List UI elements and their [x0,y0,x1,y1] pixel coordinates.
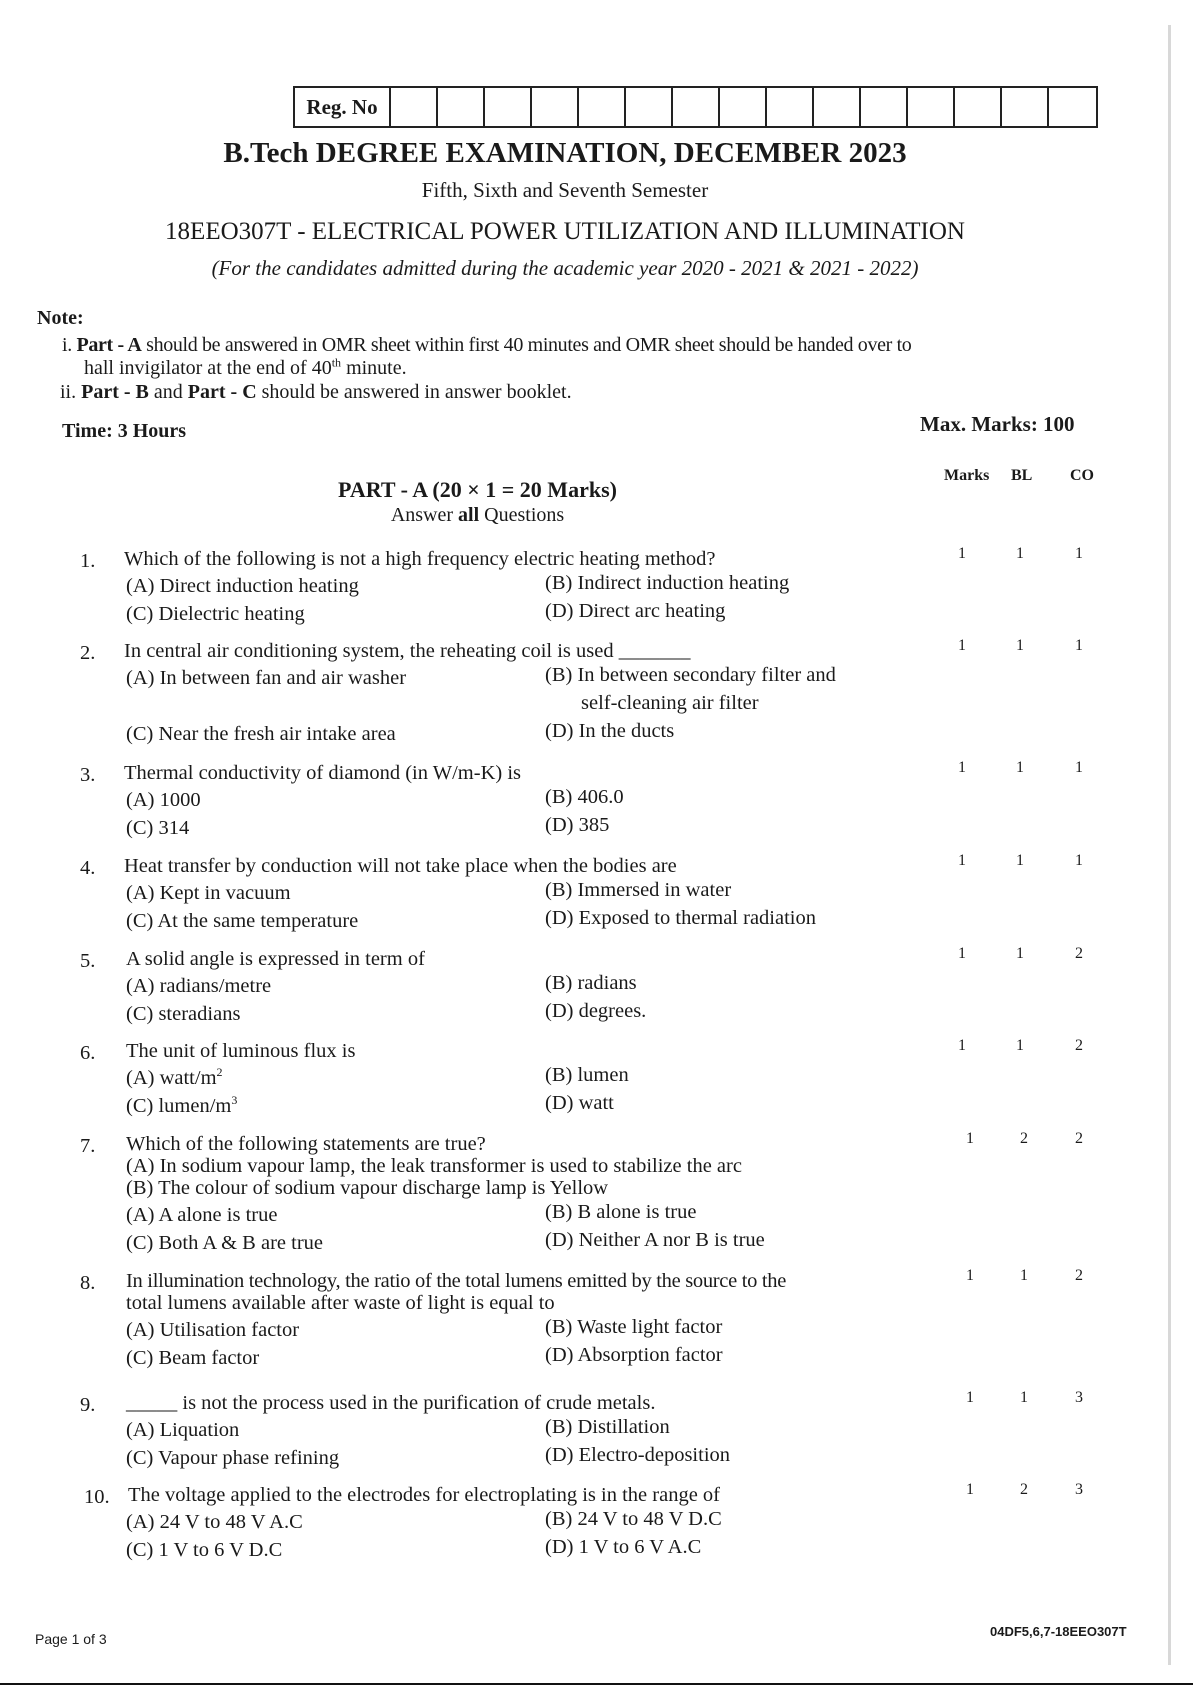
reg-no-label: Reg. No [295,88,391,126]
option-a [126,1419,239,1441]
question-item [0,759,1193,839]
option-a-text: (A) radians/metre [126,975,272,997]
option-d: (D) 385 [545,814,610,836]
question-stem: The voltage applied to the electrodes for electroplating is in the range of [128,1484,720,1506]
option-d: (D) watt [545,1092,614,1114]
option-a-text: (A) Liquation [126,1419,240,1441]
co-value: 3 [1075,1389,1083,1406]
option-c-text: (C) 314 [126,817,190,839]
option-c-text: (C) Near the fresh air intake area [126,723,396,745]
reg-digit-box[interactable] [720,88,767,126]
option-c [126,817,189,839]
option-c [126,723,396,745]
co-value: 2 [1075,1037,1083,1054]
option-c [126,1447,339,1469]
option-d: (D) 1 V to 6 V A.C [545,1536,702,1558]
option-b: (B) 406.0 [545,786,624,808]
option-a-text: (A) In between fan and air washer [126,667,407,689]
exam-title: B.Tech DEGREE EXAMINATION, DECEMBER 2023 [223,137,907,169]
option-c-text: (C) 1 V to 6 V D.C [126,1539,283,1561]
reg-digit-box[interactable] [485,88,532,126]
registration-number-box [293,86,1098,128]
bl-value: 1 [1016,945,1024,962]
note-item-1-line2 [84,357,407,379]
note-2-prefix: ii. [60,381,82,403]
co-value: 1 [1075,545,1083,562]
option-a [126,667,406,689]
option-c-text: (C) Both A & B are true [126,1232,324,1254]
question-number: 5. [80,950,96,972]
question-number: 9. [80,1394,96,1416]
note-1-line2-sup: th [331,355,342,370]
co-value: 3 [1075,1481,1083,1498]
option-b: (B) 24 V to 48 V D.C [545,1508,722,1530]
option-a [126,1204,277,1226]
option-a-text: (A) A alone is true [126,1204,278,1226]
question-item [0,1267,1193,1369]
marks-value: 1 [958,945,966,962]
option-b: (B) lumen [545,1064,629,1086]
question-item [0,945,1193,1025]
part-a-instruction [0,504,955,527]
co-value: 1 [1075,637,1083,654]
marks-value: 1 [958,759,966,776]
marks-value: 1 [958,545,966,562]
bl-value: 1 [1016,545,1024,562]
option-a-text: (A) 1000 [126,789,201,811]
reg-digit-box[interactable] [861,88,908,126]
co-value: 1 [1075,759,1083,776]
option-a-sup: 2 [216,1065,223,1080]
option-a-text: (A) Kept in vacuum [126,882,291,904]
option-d: (D) Neither A nor B is true [545,1229,765,1251]
column-header-marks: Marks [944,467,990,484]
note-2-part-b: Part - B [81,381,149,403]
option-a [126,575,359,597]
reg-digit-box[interactable] [1002,88,1049,126]
question-number: 7. [80,1135,96,1157]
bl-value: 1 [1020,1389,1028,1406]
option-a [126,789,201,811]
question-number: 1. [80,550,96,572]
reg-digit-box[interactable] [673,88,720,126]
marks-value: 1 [966,1130,974,1147]
question-stem: total lumens available after waste of light is equal to [126,1292,555,1314]
co-value: 2 [1075,1130,1083,1147]
column-header-bl: BL [1011,467,1033,484]
option-c [126,1539,282,1561]
option-c [126,1232,323,1254]
note-item-2 [60,381,572,403]
question-number: 4. [80,857,96,879]
co-value: 2 [1075,945,1083,962]
option-b: (B) Distillation [545,1416,670,1438]
bl-value: 1 [1020,1267,1028,1284]
page-number: Page 1 of 3 [35,1631,107,1647]
option-c-text: (C) steradians [126,1003,241,1025]
question-item [0,545,1193,625]
option-b: (B) Immersed in water [545,879,732,901]
question-item [0,1037,1193,1117]
question-stem: Thermal conductivity of diamond (in W/m-K) is [124,762,522,784]
question-stem: The unit of luminous flux is [126,1040,356,1062]
marks-value: 1 [966,1481,974,1498]
bl-value: 1 [1016,1037,1024,1054]
time-duration: Time: 3 Hours [62,420,187,442]
question-number: 3. [80,764,96,786]
option-c-text: (C) At the same temperature [126,910,359,932]
question-item [0,1130,1193,1254]
option-a [126,882,291,904]
bl-value: 2 [1020,1481,1028,1498]
question-item [0,852,1193,932]
option-c [126,603,305,625]
option-b: (B) radians [545,972,637,994]
option-a [126,1319,299,1341]
question-stem: Which of the following is not a high frequency electric heating method? [124,548,716,570]
option-c-text: (C) Vapour phase refining [126,1447,340,1469]
note-1-text: should be answered in OMR sheet within first 40 minutes and OMR sheet should be handed over to [141,334,912,356]
option-a-text: (A) Utilisation factor [126,1319,300,1341]
question-number: 2. [80,642,96,664]
reg-digit-box[interactable] [438,88,485,126]
admitted-years: (For the candidates admitted during the academic year 2020 - 2021 & 2021 - 2022) [211,256,919,280]
column-header-co: CO [1070,467,1094,484]
question-stem: Which of the following statements are true? [126,1133,486,1155]
option-a [126,1067,223,1089]
option-d: (D) In the ducts [545,720,675,742]
reg-digit-box[interactable] [532,88,579,126]
option-c [126,910,358,932]
marks-value: 1 [966,1389,974,1406]
semester-line: Fifth, Sixth and Seventh Semester [421,178,709,202]
option-a-text: (A) 24 V to 48 V A.C [126,1511,303,1533]
option-b-continued: self-cleaning air filter [581,692,759,714]
note-1-line2-pre: hall invigilator at the end of 40 [84,357,332,379]
co-value: 1 [1075,852,1083,869]
bl-value: 1 [1016,637,1024,654]
reg-digit-box[interactable] [1049,88,1096,126]
option-d: (D) Exposed to thermal radiation [545,907,816,929]
option-c-text: (C) lumen/m [126,1095,232,1117]
course-title: 18EEO307T - ELECTRICAL POWER UTILIZATION AND ILLUMINATION [165,218,965,245]
option-a-text: (A) Direct induction heating [126,575,359,597]
option-d: (D) Electro-deposition [545,1444,731,1466]
reg-digit-box[interactable] [955,88,1002,126]
option-b: (B) B alone is true [545,1201,697,1223]
marks-value: 1 [958,1037,966,1054]
option-c-text: (C) Dielectric heating [126,603,305,625]
note-2-part-c: Part - C [187,381,257,403]
question-stem: (A) In sodium vapour lamp, the leak transformer is used to stabilize the arc [126,1155,742,1177]
question-stem: A solid angle is expressed in term of [126,948,425,970]
option-c-sup: 3 [231,1093,238,1108]
option-d: (D) degrees. [545,1000,647,1022]
reg-digit-box[interactable] [908,88,955,126]
note-1-prefix: i. [62,334,77,356]
note-heading: Note: [37,307,84,329]
reg-digit-box[interactable] [579,88,626,126]
marks-value: 1 [958,637,966,654]
question-number: 6. [80,1042,96,1064]
reg-digit-box[interactable] [391,88,438,126]
instr-post: Questions [479,504,565,526]
paper-code: 04DF5,6,7-18EEO307T [990,1624,1127,1639]
part-a-heading: PART - A (20 × 1 = 20 Marks) [338,477,617,502]
question-number: 8. [80,1272,96,1294]
note-2-mid: and [148,381,188,403]
note-1-part: Part - A [76,334,142,356]
reg-digit-row [391,88,1096,126]
option-b: (B) Indirect induction heating [545,572,790,594]
note-2-text: should be answered in answer booklet. [256,381,572,403]
option-b: (B) In between secondary filter and [545,664,836,686]
instr-pre: Answer [390,504,459,526]
question-stem: (B) The colour of sodium vapour discharge lamp is Yellow [126,1177,609,1199]
option-d: (D) Absorption factor [545,1344,723,1366]
reg-digit-box[interactable] [767,88,814,126]
page-edge-shadow [1168,25,1171,1665]
question-item [0,1481,1193,1561]
option-c [126,1003,240,1025]
marks-value: 1 [966,1267,974,1284]
question-stem: _____ is not the process used in the purification of crude metals. [126,1392,656,1414]
question-stem: Heat transfer by conduction will not take place when the bodies are [124,855,677,877]
instr-bold: all [458,504,480,526]
option-c [126,1347,259,1369]
option-b: (B) Waste light factor [545,1316,723,1338]
reg-digit-box[interactable] [626,88,673,126]
option-a-text: (A) watt/m [126,1067,217,1089]
bl-value: 1 [1016,759,1024,776]
max-marks: Max. Marks: 100 [920,412,1075,436]
option-c [126,1095,237,1117]
question-stem: In central air conditioning system, the reheating coil is used _______ [124,640,691,662]
option-a [126,1511,303,1533]
note-item-1 [62,334,911,356]
bl-value: 2 [1020,1130,1028,1147]
question-item [0,637,1193,745]
bl-value: 1 [1016,852,1024,869]
option-c-text: (C) Beam factor [126,1347,260,1369]
reg-digit-box[interactable] [814,88,861,126]
note-1-line2-post: minute. [341,357,407,379]
option-a [126,975,271,997]
option-d: (D) Direct arc heating [545,600,726,622]
marks-value: 1 [958,852,966,869]
question-number: 10. [84,1486,110,1508]
co-value: 2 [1075,1267,1083,1284]
question-stem: In illumination technology, the ratio of the total lumens emitted by the source to the [126,1270,787,1292]
question-item [0,1389,1193,1469]
